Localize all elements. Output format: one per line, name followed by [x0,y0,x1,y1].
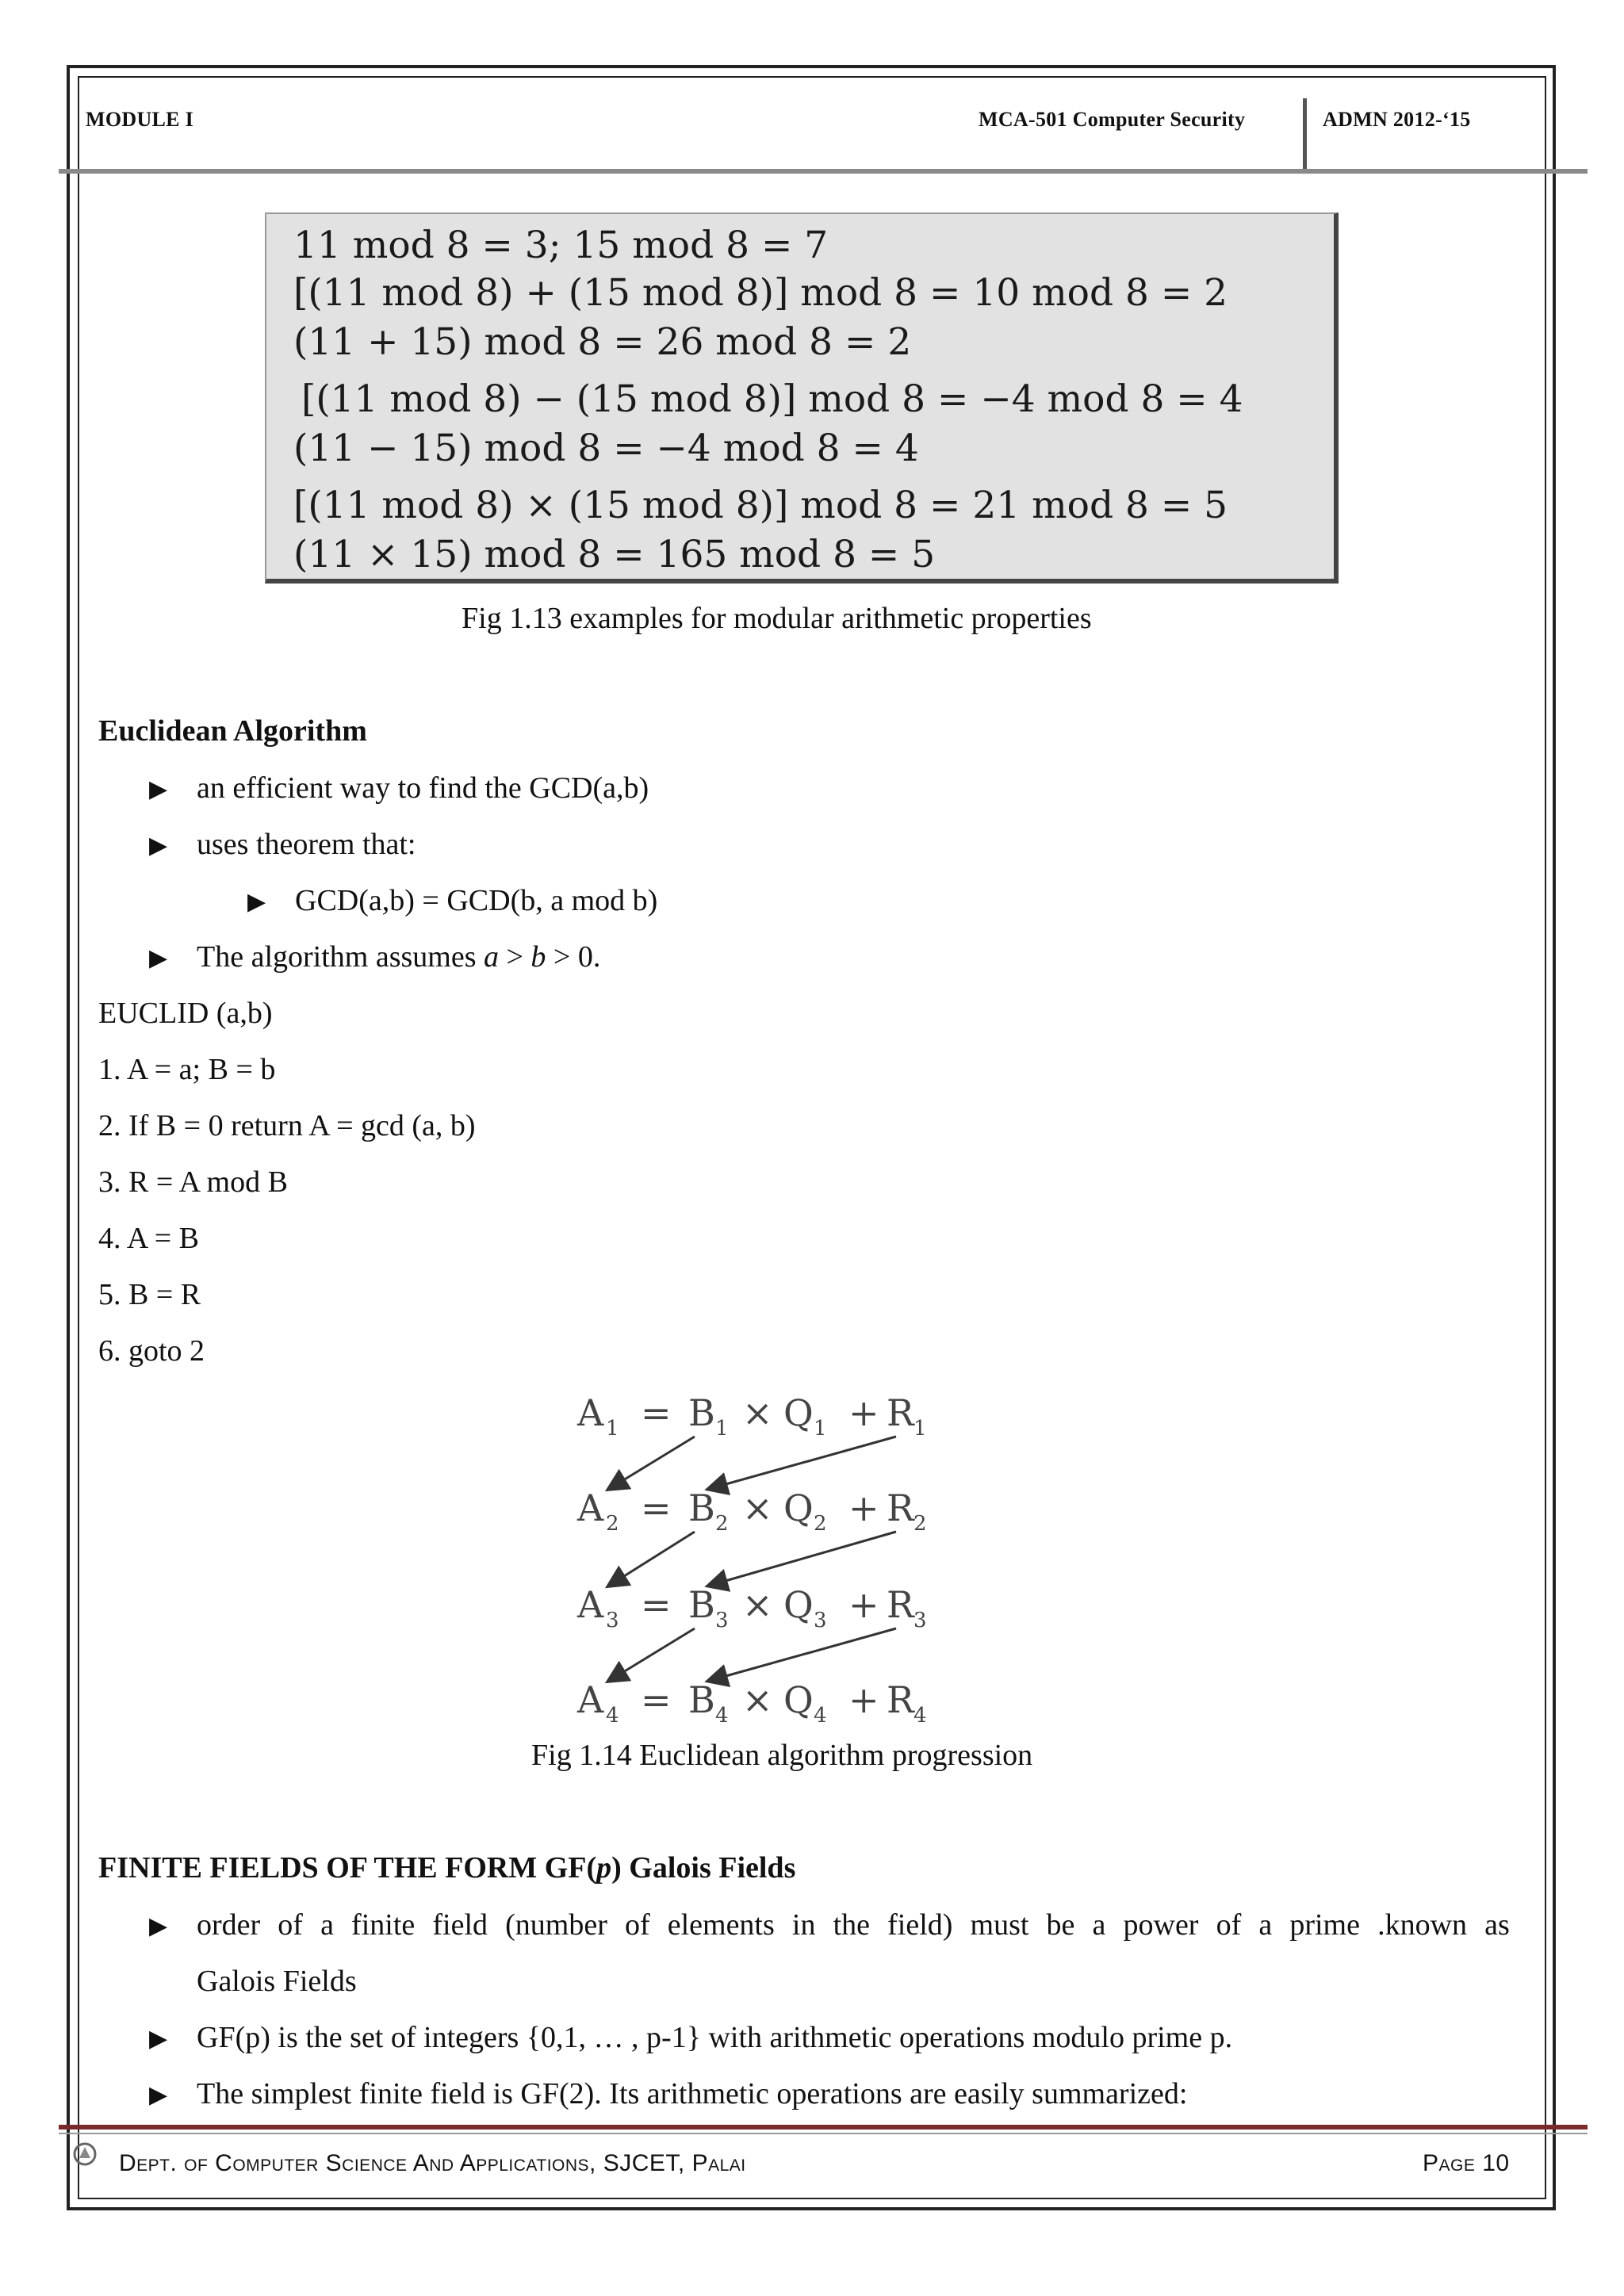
bullet-text: The simplest finite field is GF(2). Its arithmetic operations are easily summarized: [197,2077,1188,2110]
subscript: 2 [715,1512,729,1536]
symbol-b: B [688,1678,715,1721]
symbol-a: A [577,1487,604,1529]
word: the [833,1908,870,1942]
equation-row [576,1391,927,1441]
algorithm-step: 4. A = B [98,1222,200,1255]
word: a [1258,1908,1273,1942]
subscript: 4 [914,1704,927,1728]
symbol-b: B [688,1391,715,1434]
symbol-q: Q [783,1678,814,1721]
bullet-arrow-icon: ▶ [247,889,266,915]
times-sign: × [742,1678,773,1721]
assumes-suffix: > 0. [546,940,601,974]
subscript: 2 [814,1512,827,1536]
figure-caption: Fig 1.14 Euclidean algorithm progression [531,1739,1033,1772]
bullet-text-justified [197,1908,1510,1942]
subscript: 3 [606,1609,619,1632]
word: field) [887,1908,953,1942]
symbol-b: B [688,1583,715,1626]
heading-prefix: FINITE FIELDS OF THE FORM GF( [98,1851,597,1885]
bullet-arrow-icon: ▶ [149,2082,168,2108]
subscript: 1 [814,1417,827,1441]
equation-row [576,1678,927,1728]
subscript: 1 [914,1417,927,1441]
equation-row [576,1583,927,1632]
word: in [791,1908,816,1942]
bullet-arrow-icon: ▶ [149,1913,168,1939]
times-sign: × [742,1583,773,1626]
eq-sign: = [641,1583,672,1626]
equation-line: [(11 mod 8) − (15 mod 8)] mod 8 = −4 mod 8 = 4 [301,377,1243,421]
symbol-a: A [577,1678,604,1721]
symbol-q: Q [783,1391,814,1434]
algorithm-step: 6. goto 2 [98,1334,205,1368]
word: of [624,1908,650,1942]
word: a [1092,1908,1106,1942]
bullet-text [197,939,600,974]
word: a [320,1908,334,1942]
word: order [197,1908,261,1942]
subscript: 1 [715,1417,729,1441]
equation-row [576,1487,927,1536]
symbol-q: Q [783,1487,814,1529]
header-module: MODULE I [86,108,194,131]
arrow-r-to-b [709,1437,896,1489]
arrow-b-to-a [609,1628,695,1681]
equation-line: [(11 mod 8) × (15 mod 8)] mod 8 = 21 mod 8 = 5 [293,484,1228,527]
algorithm-step: 3. R = A mod B [98,1165,288,1199]
word: as [1484,1908,1510,1942]
bullet-text: an efficient way to find the GCD(a,b) [197,771,649,805]
footer-dept: Dept. of Computer Science And Applications, SJCET, Palai [119,2150,746,2176]
arrow-r-to-b [709,1532,896,1586]
sub-bullet-text: GCD(a,b) = GCD(b, a mod b) [295,884,658,917]
symbol-q: Q [783,1583,814,1626]
equation-line: (11 + 15) mod 8 = 26 mod 8 = 2 [293,320,912,364]
word: field [432,1908,488,1942]
times-sign: × [742,1487,773,1529]
bullet-text: uses theorem that: [197,828,416,861]
word: (number [505,1908,607,1942]
equation-line: (11 × 15) mod 8 = 165 mod 8 = 5 [293,533,936,576]
bullet-text-continued: Galois Fields [197,1965,357,1998]
symbol-a: A [577,1391,604,1434]
symbol-r: R [887,1391,914,1434]
eq-sign: = [641,1391,672,1434]
word: elements [667,1908,775,1942]
word: finite [351,1908,416,1942]
footer-rule-thin [59,2133,1588,2134]
subscript: 1 [606,1417,619,1441]
subscript: 4 [606,1704,619,1728]
subscript: 4 [814,1704,827,1728]
subscript: 3 [814,1609,827,1632]
symbol-b: B [688,1487,715,1529]
footer-page-number: Page 10 [1423,2150,1510,2176]
arrow-b-to-a [609,1532,695,1586]
figure-euclid-progression [555,1372,1063,1728]
algorithm-step: 1. A = a; B = b [98,1053,276,1086]
symbol-r: R [887,1583,914,1626]
word: .known [1377,1908,1468,1942]
college-logo-icon [71,2141,98,2168]
plus-sign: + [848,1391,879,1434]
subscript: 4 [715,1704,729,1728]
plus-sign: + [848,1583,879,1626]
bullet-text: GF(p) is the set of integers {0,1, … , p-1} with arithmetic operations modulo prime p. [197,2021,1233,2054]
var-b: b [530,940,546,974]
bullet-arrow-icon: ▶ [149,776,168,802]
subscript: 2 [914,1512,927,1536]
assumes-prefix: The algorithm assumes [197,940,484,974]
heading-suffix: ) Galois Fields [611,1851,796,1885]
symbol-a: A [577,1583,604,1626]
header-rule [59,169,1588,174]
equation-line: 11 mod 8 = 3; 15 mod 8 = 7 [293,224,829,267]
word: of [278,1908,303,1942]
arrow-r-to-b [709,1628,896,1681]
word: power [1123,1908,1199,1942]
algorithm-step: 2. If B = 0 return A = gcd (a, b) [98,1109,476,1142]
word: of [1216,1908,1242,1942]
figure-modular-arithmetic [265,212,1339,584]
algorithm-step: 5. B = R [98,1278,201,1311]
header-admn: ADMN 2012-‘15 [1323,108,1471,131]
plus-sign: + [848,1487,879,1529]
eq-sign: = [641,1678,672,1721]
subscript: 2 [606,1512,619,1536]
gt-sign: > [498,940,531,974]
arrow-b-to-a [609,1437,695,1489]
symbol-r: R [887,1487,914,1529]
equation-line: [(11 mod 8) + (15 mod 8)] mod 8 = 10 mod 8 = 2 [293,271,1228,315]
bullet-arrow-icon: ▶ [149,2026,168,2052]
word: must [970,1908,1029,1942]
header-course: MCA-501 Computer Security [979,108,1246,131]
function-name: EUCLID (a,b) [98,997,273,1030]
word: be [1046,1908,1075,1942]
times-sign: × [742,1391,773,1434]
word: prime [1289,1908,1360,1942]
subscript: 3 [715,1609,729,1632]
bullet-arrow-icon: ▶ [149,832,168,859]
bullet-arrow-icon: ▶ [149,945,168,971]
header-separator [1303,98,1307,171]
figure-caption: Fig 1.13 examples for modular arithmetic properties [462,602,1092,635]
var-a: a [483,940,499,974]
subscript: 3 [914,1609,927,1632]
symbol-r: R [887,1678,914,1721]
eq-sign: = [641,1487,672,1529]
equation-line: (11 − 15) mod 8 = −4 mod 8 = 4 [293,427,919,470]
section-heading: Euclidean Algorithm [98,714,367,748]
footer-rule [59,2125,1588,2130]
section-heading [98,1850,795,1885]
heading-p: p [596,1851,612,1885]
plus-sign: + [848,1678,879,1721]
